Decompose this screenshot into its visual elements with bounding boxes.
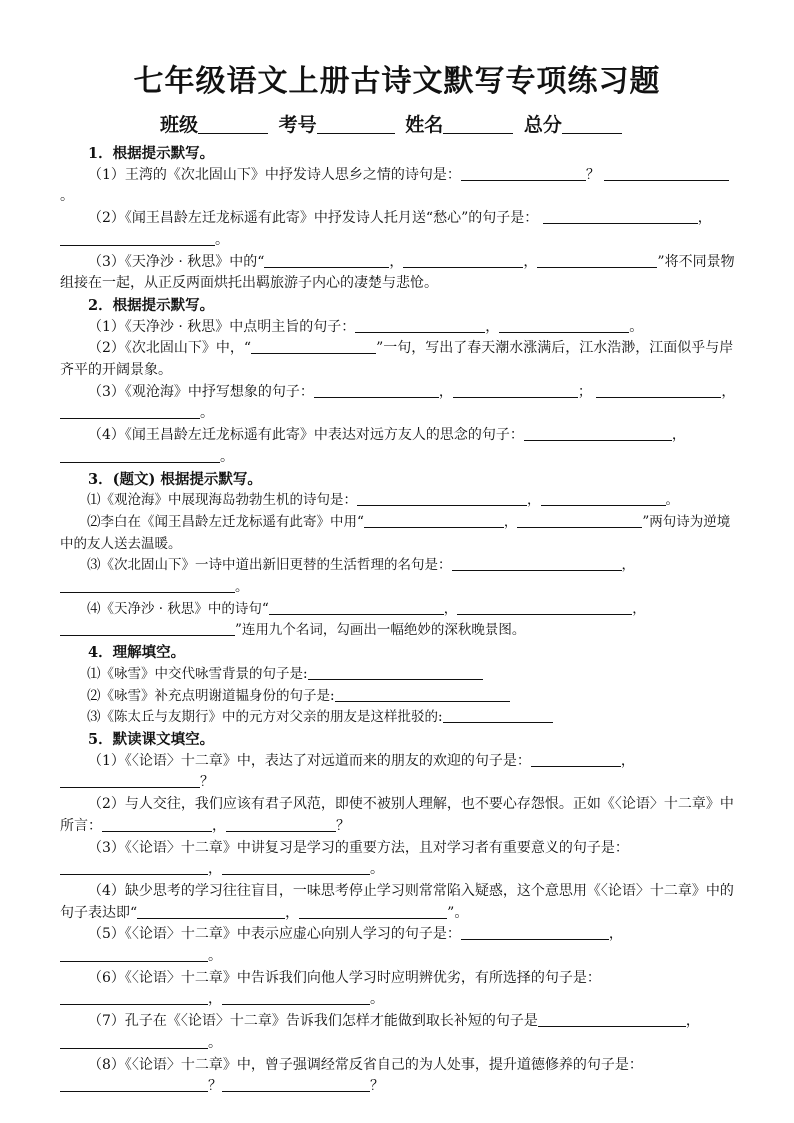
punct: 。 <box>60 188 74 205</box>
answer-blank[interactable] <box>517 512 642 528</box>
question-text: ”一句，写出了春天潮水涨满后，江水浩渺，江面似乎与岸齐平的开阔景象。 <box>60 340 734 379</box>
answer-blank[interactable] <box>60 989 208 1005</box>
punct: ， <box>632 600 646 617</box>
question-text: （8）《〈论语〉十二章》中，曾子强调经常反省自己的为人处事，提升道德修养的句子是： <box>88 1056 643 1073</box>
question-text: 十二章》中所言： <box>60 796 734 834</box>
punct: 。 <box>370 991 384 1008</box>
question <box>60 881 736 924</box>
answer-blank[interactable] <box>453 382 578 398</box>
answer-blank[interactable] <box>461 165 586 181</box>
question-text: （4）《闻王昌龄左迁龙标遥有此寄》中表达对远方友人的思念的句子： <box>88 427 524 444</box>
answer-blank[interactable] <box>269 599 444 615</box>
answer-blank[interactable] <box>457 599 632 615</box>
punct: ？ <box>208 1078 222 1095</box>
question <box>60 686 736 708</box>
punct: ， <box>608 926 623 943</box>
question <box>60 1055 736 1098</box>
page-title: 七年级语文上册古诗文默写专项练习题 <box>133 64 661 99</box>
question-text: （4）缺少思考的学习往往盲目，一味思考停止学习则常常陷入疑惑，这个意思用《〈论语〉 <box>88 882 650 899</box>
question-text: ⑶《陈太丘与友期行》中的元方对父亲的朋友是这样批驳的: <box>87 709 443 726</box>
answer-blank[interactable] <box>60 1033 208 1049</box>
class-field[interactable] <box>198 113 268 134</box>
punct: ， <box>503 513 518 530</box>
question-text: （1）《〈论语〉十二章》中，表达了对远道而来的朋友的欢迎的句子是： <box>88 752 531 769</box>
answer-blank[interactable] <box>60 447 220 463</box>
punct: ， <box>685 1013 700 1030</box>
punct: ， <box>620 752 635 769</box>
punct: ， <box>697 210 712 227</box>
question-text: （1）《天净沙 · 秋思》中点明主旨的句子： <box>88 318 356 335</box>
answer-blank[interactable] <box>538 1011 686 1027</box>
answer-blank[interactable] <box>524 425 672 441</box>
punct: 。 <box>215 231 229 248</box>
answer-blank[interactable] <box>60 403 200 419</box>
answer-blank[interactable] <box>335 686 510 702</box>
answer-blank[interactable] <box>60 946 208 962</box>
question <box>60 165 736 208</box>
punct: 。 <box>665 492 679 509</box>
question <box>60 490 736 512</box>
question-text: ⑷《天净沙 · 秋思》中的诗句“ <box>87 600 269 617</box>
punct: 。 <box>629 318 644 335</box>
answer-blank[interactable] <box>137 903 285 919</box>
question <box>60 252 736 295</box>
question-text: ”将不同景物组接在一起，从正反两面烘托出羁旅游子内心的凄楚与悲怆。 <box>60 253 735 292</box>
question <box>60 382 736 425</box>
question-text: ”两句诗为逆境中的友人送去温暖。 <box>60 513 731 552</box>
question-text: （1）王湾的《次北固山下》中抒发诗人思乡之情的诗句是： <box>88 166 461 183</box>
punct: ？ <box>585 166 600 183</box>
questions-body <box>60 143 736 1098</box>
punct: ， <box>485 318 500 335</box>
punct: ？ <box>370 1078 384 1095</box>
question <box>60 664 736 686</box>
punct: ， <box>721 383 736 400</box>
punct: ， <box>621 557 635 574</box>
question-text: ⑴《观沧海》中展现海岛勃勃生机的诗句是： <box>87 492 357 509</box>
punct: ， <box>208 861 222 878</box>
punct: ， <box>208 991 222 1008</box>
question <box>60 707 736 729</box>
question-text: ⑵李白在《闻王昌龄左迁龙标遥有此寄》中用“ <box>87 513 364 530</box>
punct: 。 <box>220 448 234 465</box>
score-field[interactable] <box>562 113 622 134</box>
question-text: （6）《〈论语〉十二章》中告诉我们向他人学习时应明辨优劣，有所选择的句子是： <box>88 969 601 986</box>
answer-blank[interactable] <box>222 1076 370 1092</box>
question-text: （2）与人交往，我们应该有君子风范，即使不被别人理解，也不要心存怨恨。正如《〈论语〉 <box>88 796 664 813</box>
answer-blank[interactable] <box>264 252 389 268</box>
question-text: （3）《观沧海》中抒写想象的句子： <box>88 383 314 400</box>
punct: 。 <box>235 579 249 596</box>
answer-blank[interactable] <box>604 165 729 181</box>
punct: 。 <box>208 1034 222 1051</box>
answer-blank[interactable] <box>452 555 622 571</box>
answer-blank[interactable] <box>403 252 523 268</box>
punct: ， <box>527 492 541 509</box>
section-heading: 5．默读课文填空。 <box>88 730 215 748</box>
name-label: 姓名 <box>405 114 444 136</box>
answer-blank[interactable] <box>226 816 336 832</box>
answer-blank[interactable] <box>541 490 666 506</box>
answer-blank[interactable] <box>60 577 235 593</box>
punct: ， <box>671 427 686 444</box>
question <box>60 512 736 555</box>
answer-blank[interactable] <box>222 989 370 1005</box>
answer-blank[interactable] <box>308 664 483 680</box>
answer-blank[interactable] <box>443 707 553 723</box>
punct: ”。 <box>447 904 469 921</box>
question <box>60 794 736 837</box>
answer-blank[interactable] <box>60 772 200 788</box>
answer-blank[interactable] <box>499 317 629 333</box>
answer-blank[interactable] <box>222 859 370 875</box>
student-info-line <box>160 112 626 138</box>
punct: 。 <box>208 948 222 965</box>
punct: ， <box>523 253 538 270</box>
question <box>60 924 736 967</box>
punct: ， <box>389 253 404 270</box>
punct: 。 <box>370 861 384 878</box>
question <box>60 208 736 251</box>
question-text: ⑵《咏雪》补充点明谢道韫身份的句子是: <box>87 687 335 704</box>
answer-blank[interactable] <box>60 620 235 636</box>
answer-blank[interactable] <box>60 1076 208 1092</box>
question-text: ⑴《咏雪》中交代咏雪背景的句子是: <box>87 665 308 682</box>
answer-blank[interactable] <box>60 230 215 246</box>
answer-blank[interactable] <box>60 859 208 875</box>
question-text: （3）《天净沙 · 秋思》中的“ <box>88 253 265 270</box>
question-text: ”连用九个名词，勾画出一幅绝妙的深秋晚景图。 <box>235 622 526 639</box>
question-text: （5）《〈论语〉十二章》中表示应虚心向别人学习的句子是： <box>88 926 461 943</box>
section-heading: 1．根据提示默写。 <box>88 145 215 162</box>
question <box>60 838 736 881</box>
question-text: （3）《〈论语〉十二章》中讲复习是学习的重要方法，且对学习者有重要意义的句子是： <box>88 839 629 856</box>
number-label: 考号 <box>278 114 317 136</box>
punct: ； <box>577 383 592 400</box>
answer-blank[interactable] <box>537 252 657 268</box>
question-text: ⑶《次北固山下》一诗中道出新旧更替的生活哲理的名句是： <box>87 557 452 574</box>
answer-blank[interactable] <box>102 816 212 832</box>
punct: ， <box>443 600 458 617</box>
answer-blank[interactable] <box>355 317 485 333</box>
section-heading: 4．理解填空。 <box>88 644 186 662</box>
question-text: 十二章》中的句子表达即“ <box>60 882 734 921</box>
question <box>60 317 736 339</box>
section-heading: 3．(题文) 根据提示默写。 <box>88 470 262 488</box>
punct: ， <box>212 817 226 834</box>
question <box>60 599 736 642</box>
answer-blank[interactable] <box>364 512 504 528</box>
punct: ， <box>438 383 453 400</box>
answer-blank[interactable] <box>596 382 721 398</box>
answer-blank[interactable] <box>357 490 527 506</box>
question <box>60 338 736 381</box>
question-text: （2）《次北固山下》中，“ <box>88 340 252 357</box>
question-text: （7）孔子在《〈论语〉十二章》告诉我们怎样才能做到取长补短的句子是 <box>88 1013 538 1030</box>
number-field[interactable] <box>317 113 395 134</box>
punct: ， <box>285 904 300 921</box>
answer-blank[interactable] <box>299 903 447 919</box>
question <box>60 1011 736 1054</box>
question <box>60 968 736 1011</box>
question <box>60 751 736 794</box>
answer-blank[interactable] <box>314 382 439 398</box>
name-field[interactable] <box>443 113 513 134</box>
punct: ？ <box>336 817 350 834</box>
punct: ？ <box>200 774 214 791</box>
question <box>60 425 736 468</box>
question-text: （2）《闻王昌龄左迁龙标遥有此寄》中抒发诗人托月送“愁心”的句子是： <box>88 210 539 227</box>
score-label: 总分 <box>523 114 562 136</box>
class-label: 班级 <box>160 114 199 136</box>
answer-blank[interactable] <box>251 338 376 354</box>
answer-blank[interactable] <box>543 208 698 224</box>
answer-blank[interactable] <box>461 924 609 940</box>
question <box>60 555 736 598</box>
punct: 。 <box>200 405 214 422</box>
answer-blank[interactable] <box>531 751 621 767</box>
section-heading: 2．根据提示默写。 <box>88 296 215 314</box>
